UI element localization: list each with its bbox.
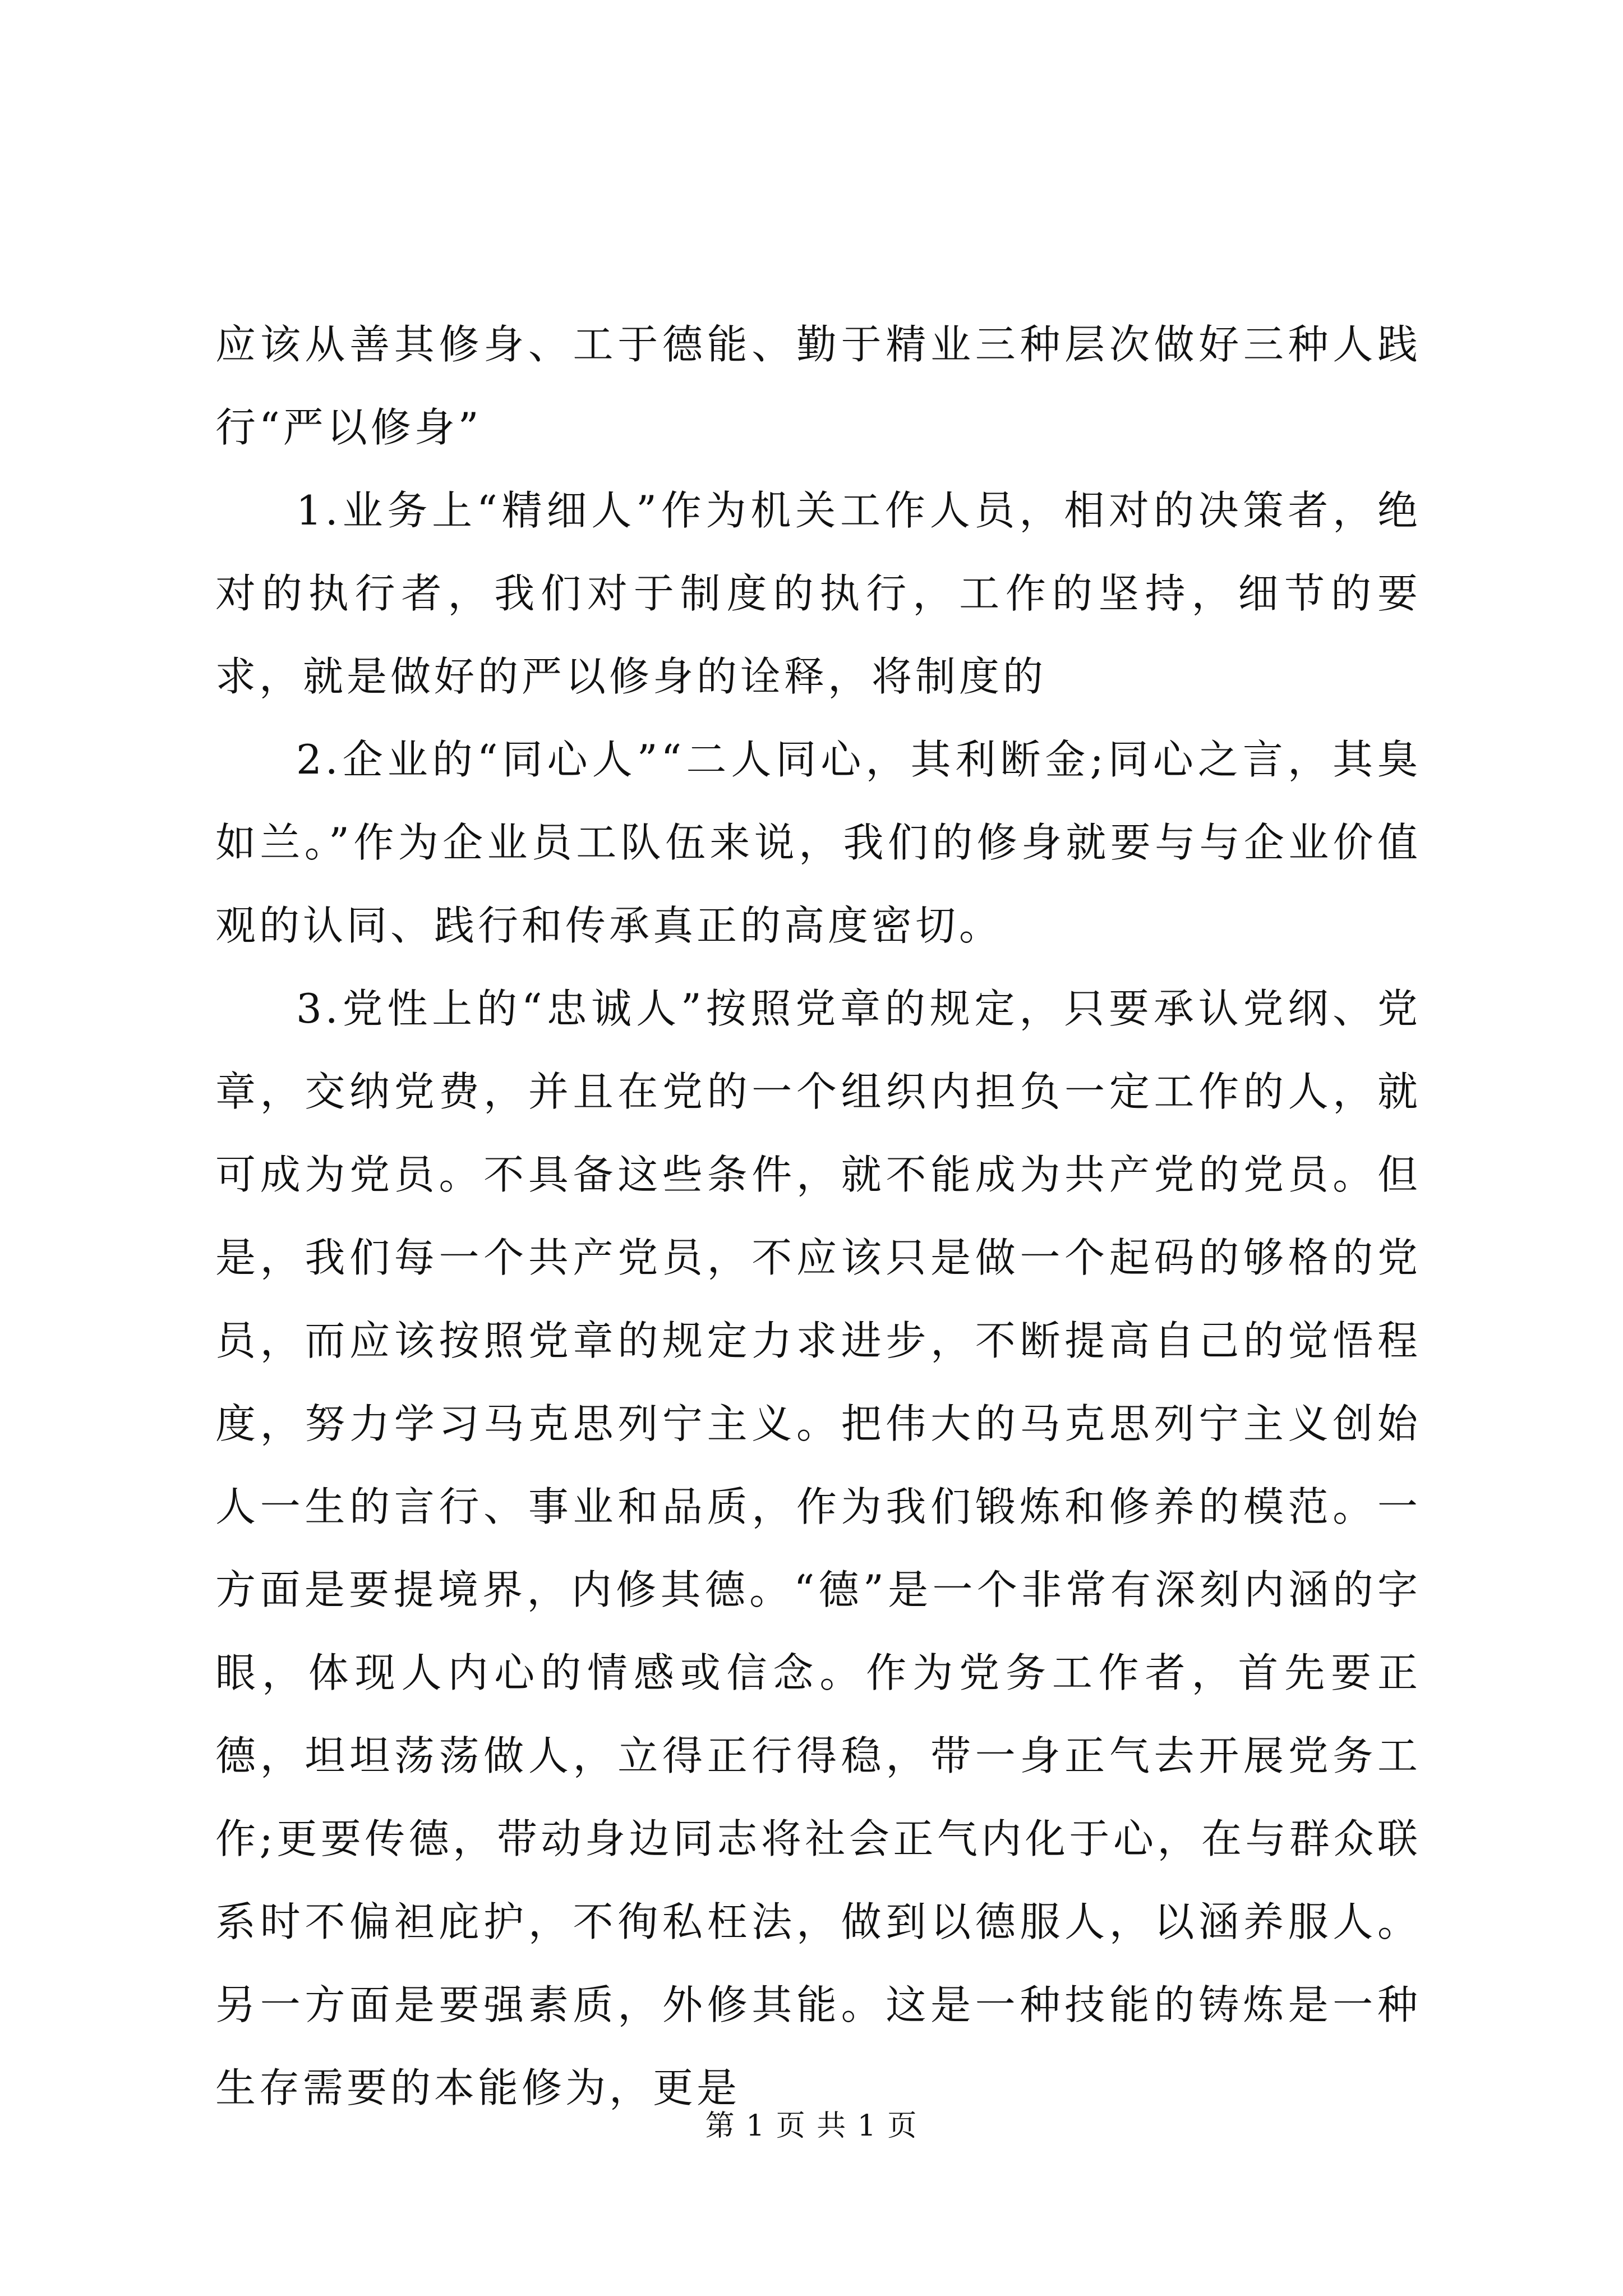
paragraph-item-1: 1.业务上“精细人”作为机关工作人员，相对的决策者，绝对的执行者，我们对于制度的执行，工作的坚持，细节的要求，就是做好的严以修身的诠释，将制度的	[215, 487, 1421, 700]
paragraph-item-2: 2.企业的“同心人”“二人同心，其利断金;同心之言，其臭如兰。”作为企业员工队伍来说，我们的修身就要与与企业价值观的认同、践行和传承真正的高度密切。	[215, 736, 1421, 949]
paragraph-item-3: 3.党性上的“忠诚人”按照党章的规定，只要承认党纲、党章，交纳党费，并且在党的一个组织内担负一定工作的人，就可成为党员。不具备这些条件，就不能成为共产党的党员。但是，我们每一个共产党员，不应该只是做一个起码的够格的党员，而应该按照党章的规定力求进步，不断提高自己的觉悟程度，努力学习马克思列宁主义。把伟大的马克思列宁主义创始人一生的言行、事业和品质，作为我们锻炼和修养的模范。一方面是要提境界，内修其德。“德”是一个非常有深刻内涵的字眼，体现人内心的情感或信念。作为党务工作者，首先要正德，坦坦荡荡做人，立得正行得稳，带一身正气去开展党务工作;更要传德，带动身边同志将社会正气内化于心，在与群众联系时不偏袒庇护，不徇私枉法，做到以德服人，以涵养服人。另一方面是要强素质，外修其能。这是一种技能的铸炼是一种生存需要的本能修为，更是	[215, 985, 1421, 2111]
paragraph-intro: 应该从善其修身、工于德能、勤于精业三种层次做好三种人践行“严以修身”	[215, 321, 1421, 451]
page-footer: 第 1 页 共 1 页	[705, 2109, 918, 2143]
document-body	[215, 303, 1421, 2129]
